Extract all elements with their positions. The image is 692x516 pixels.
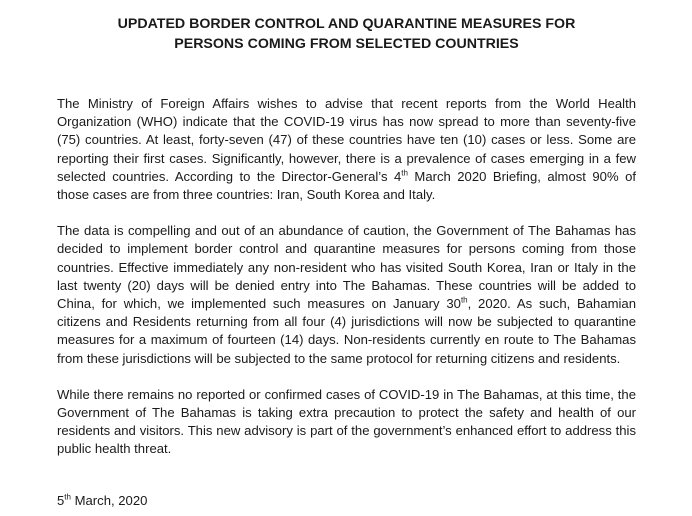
date-ordinal-suffix: th	[64, 492, 71, 502]
ordinal-suffix: th	[460, 295, 468, 305]
document-date	[57, 492, 636, 510]
ordinal-suffix: th	[401, 168, 408, 178]
title-line-1: UPDATED BORDER CONTROL AND QUARANTINE MEASURES FOR	[117, 16, 576, 32]
paragraph-who-reports	[57, 95, 636, 204]
date-month-year: March, 2020	[70, 492, 148, 508]
document-title	[57, 14, 636, 54]
paragraph-3-text: While there remains no reported or confirmed cases of COVID-19 in The Bahamas, at this time, the Government of The Bahamas is taking extra precaution to protect the safety and health of our residents and visitors. This new advisory is part of the government’s enhanced effort to address this public health threat.	[57, 386, 636, 457]
paragraph-1-text-b: March 2020 Briefing, almost 90% of those cases are from three countries: Iran, South Korea and Italy.	[57, 168, 636, 203]
title-line-2: PERSONS COMING FROM SELECTED COUNTRIES	[174, 36, 519, 52]
paragraph-1-text-a: The Ministry of Foreign Affairs wishes to advise that recent reports from the World Health Organization (WHO) indicate that the COVID-19 virus has now spread to more than seventy-five (75) countries. At least, forty-seven (47) of these countries have ten (10) cases or less. Some are reporting their first cases. Significantly, however, there is a prevalence of cases emerging in a few selected countries. According to the Director-General’s 4	[57, 96, 636, 184]
paragraph-2-text-b: , 2020. As such, Bahamian citizens and Residents returning from all four (4) jurisdictions will now be subjected to quarantine measures for a maximum of fourteen (14) days. Non-residents currently en route to The Bahamas from these jurisdictions will be subjected to the same protocol for returning citizens and residents.	[57, 296, 636, 366]
paragraph-border-measures	[57, 222, 636, 368]
date-day: 5	[57, 492, 65, 508]
paragraph-2-text-a: The data is compelling and out of an abundance of caution, the Government of The Bahamas has decided to implement border control and quarantine measures for persons coming from those countries. Effective immediately any non-resident who has visited South Korea, Iran or Italy in the last twenty (20) days will be denied entry into The Bahamas. These countries will be added to China, for which, we implemented such measures on January 30	[57, 223, 636, 312]
paragraph-precaution	[57, 386, 636, 459]
